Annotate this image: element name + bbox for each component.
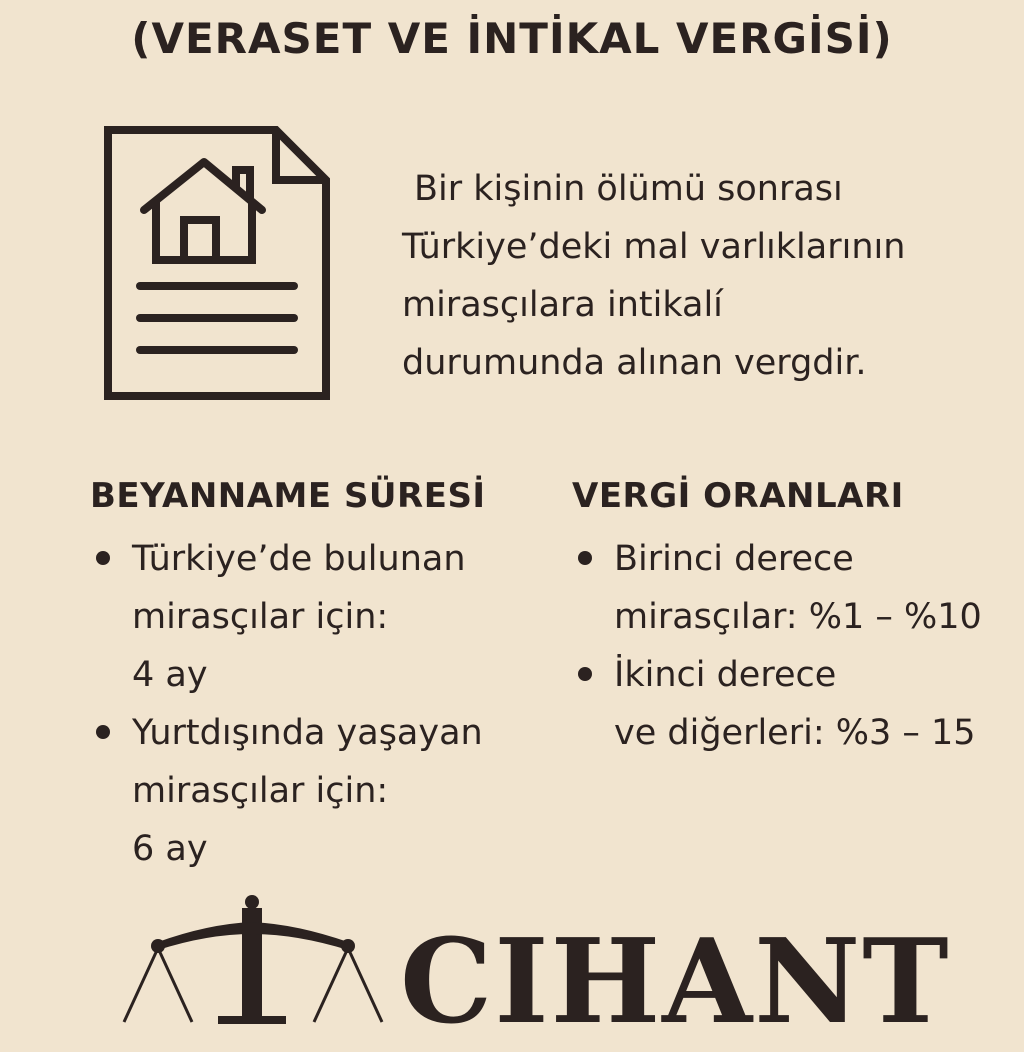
list-item-line: İkinci derece <box>614 655 837 695</box>
list-item-line: Birinci derece <box>614 539 854 579</box>
intro-line: Bir kişinin ölümü sonrası <box>414 169 843 209</box>
vergi-oranlari-list <box>572 530 1012 762</box>
list-item-line: Yurtdışında yaşayan <box>132 713 483 753</box>
list-item-line: 4 ay <box>132 655 208 695</box>
bullet-icon <box>96 725 110 739</box>
intro-line: Türkiye’deki mal varlıklarının <box>402 227 906 267</box>
intro-line: mirasçılara intikalí <box>402 285 723 325</box>
brand-name: CIHANT <box>400 914 951 1050</box>
list-item-line: 6 ay <box>132 829 208 869</box>
intro-text <box>402 160 1002 392</box>
beyanname-list <box>90 530 530 878</box>
list-item-line: ve diğerleri: %3 – 15 <box>614 713 976 753</box>
list-item-line: mirasçılar için: <box>132 597 389 637</box>
list-item-line: mirasçılar için: <box>132 771 389 811</box>
list-item <box>90 530 530 704</box>
bullet-icon <box>578 667 592 681</box>
list-item-line: Türkiye’de bulunan <box>132 539 466 579</box>
list-item <box>572 646 1012 762</box>
vergi-oranlari-section <box>572 470 1012 762</box>
bullet-icon <box>578 551 592 565</box>
intro-line: durumunda alınan vergdir. <box>402 343 867 383</box>
beyanname-heading: BEYANNAME SÜRESİ <box>90 476 486 516</box>
list-item <box>90 704 530 878</box>
scales-of-justice-icon <box>118 890 388 1024</box>
page-title: (VERASET VE İNTİKAL VERGİSİ) <box>131 14 893 63</box>
bullet-icon <box>96 551 110 565</box>
vergi-oranlari-heading: VERGİ ORANLARI <box>572 476 904 516</box>
beyanname-section <box>90 470 530 878</box>
list-item-line: mirasçılar: %1 – %10 <box>614 597 982 637</box>
list-item <box>572 530 1012 646</box>
document-house-icon <box>100 122 336 406</box>
